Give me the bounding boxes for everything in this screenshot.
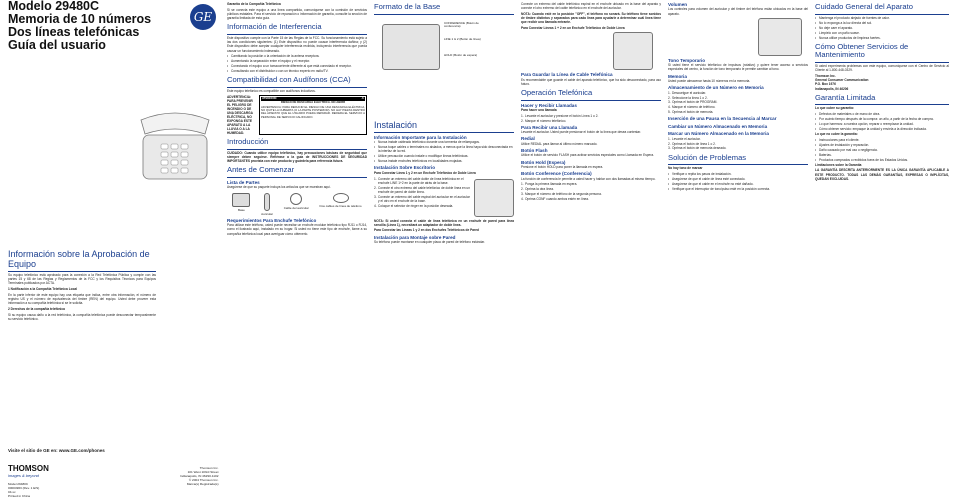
part-cord [284, 193, 309, 216]
service-address: Thomson Inc. General Consumer Communication P.O. Box 1976 Indianapolis, IN 46206 [815, 73, 869, 91]
parts-text: Asegúrese de que su paquete incluya los artículos que se muestran aquí. [227, 185, 331, 190]
column-3 [374, 0, 514, 504]
store-steps [668, 91, 808, 115]
conference-step: 4. Oprima CONF cuando ambos estén en línea. [521, 197, 589, 202]
service-text: Si usted experimenta problemas con este equipo, comuníquese con el Centro de Servicio al Cliente al 1-800-448-0329. [815, 63, 949, 73]
caution-icon: ⚠ [361, 96, 364, 101]
conference-step: 3. Marque el número de teléfono de la segunda persona. [521, 192, 602, 197]
wall-mount-text: Su teléfono puede montarse en cualquier placa de pared de teléfono estándar. [374, 240, 485, 245]
caution-heading: ATENCIÓN [262, 96, 277, 101]
exclusion-item: • Productos comprados o recibidos fuera de los Estados Unidos. [815, 158, 949, 162]
equipment-approval-text: Su equipo telefónico está aprobado para la conexión a la Red Telefónica Pública y cumple con las partes 15 y 68 de las Reglas y Reglamentos de la FCC y los Requisitos Técnicos para Equipos Terminales publicados por ACTA. [8, 273, 156, 286]
parts-heading: Lista de Partes [227, 180, 260, 186]
caution-subheading: RIESGO DE DESCARGA ELÉCTRICA. NO ABRIR [280, 99, 346, 104]
company-address: Thomson Inc. 101 West 103rd Street Indianapolis, IN 46290-1102 © 2004 Thomson Inc. Marca(s) Registrada(s) [180, 466, 219, 486]
equipment-approval-heading: Información sobre la Aprobación de Equipo [8, 249, 150, 269]
interference-list [227, 54, 367, 73]
part-label: Cable del auricular [283, 205, 309, 210]
care-item: • Nunca utilice productos de limpieza fuertes. [815, 36, 949, 40]
warranty-intro: Lo que cubre su garantía: [815, 106, 854, 111]
install-heading: Instalación [374, 119, 418, 130]
make-call-heading: Para hacer una llamada [521, 108, 557, 113]
desk-step: 1. Conecte un extremo del cable doble de línea telefónica en el enchufe LINE 1+2 en la parte de atrás de la base. [374, 176, 464, 185]
hold-text: Presione el botón HOLD para poner la llamada en espera. [521, 165, 604, 170]
desk-step: 4. Coloque el selector de ringer en la posición deseada. [374, 203, 454, 208]
troubleshooting-item: • Verifique o repita los pasos de instalación. [668, 172, 808, 176]
tone-heading: Tono Temporario [668, 57, 706, 63]
warning-left-text: ADVERTENCIA: PARA PREVENIR EL PELIGRO DE INCENDIO O DE UNA DESCARGA ELÉCTRICA, NO EXPONGA ESTE APARATO A LA LLUVIA O A LA HUMEDAD. [227, 95, 253, 136]
desk-install-sub: Para Conectar Línea 1 y 2 en un Enchufe Telefónico de Doble Línea [374, 170, 476, 175]
care-heading: Cuidado General del Aparato [815, 2, 913, 11]
desk-install-heading: Instalación Sobre Escritorio [374, 165, 436, 171]
exclusions-list [815, 138, 949, 162]
hold-heading: Botón Hold (Espera) [521, 159, 566, 165]
jack-req-heading: Requerimientos Para Enchufe Telefónico [227, 217, 317, 223]
notification-heading: 1 Notificación a la Compañía Telefónica Local [8, 287, 78, 292]
conference-step: 1. Ponga la primera llamada en espera. [521, 182, 578, 187]
care-item: • Límpielo con un paño suave. [815, 31, 949, 35]
flash-heading: Botón Flash [521, 148, 548, 154]
care-item: • No deje caer el aparato. [815, 26, 949, 30]
interference-item: • Conectando el equipo a un tomacorriente diferente al que está conectado el receptor. [227, 64, 367, 68]
care-item: • Mantenga el producto alejado de fuentes de calor. [815, 16, 949, 20]
wall-mount-figure [613, 32, 653, 70]
coil-cord-icon [290, 193, 302, 205]
change-heading: Cambiar un Número Almacenado en Memoria [668, 123, 768, 129]
caution-text: ADVERTENCIA: PARA REDUCIR EL RIESGO DE UNA DESCARGA ELÉCTRICA, NO QUITE LA CUBIERTA (O LA PARTE POSTERIOR). NO HAY PIEZAS DENTRO DEL APARATO QUE EL USUARIO PUEDA REPARAR. REFIERA EL SERVICIO A PERSONAL DE SERVICIO CALIFICADO. [261, 104, 365, 119]
rights-heading: 2 Derechos de la compañía telefónica [8, 306, 65, 311]
store-step: 1. Descuelgue el auricular. [668, 90, 707, 95]
part-base [232, 193, 250, 216]
troubleshooting-item: • Asegúrese de que el cable en el enchufe no esté dañado. [668, 182, 808, 186]
base-layout-figure [374, 18, 492, 74]
website-line: Visite el sitio de GE en: www.GE.com/phones [8, 448, 105, 453]
store-heading: Almacenamiento de un Número en Memoria [668, 85, 764, 91]
conference-step: 2. Oprima la otra línea. [521, 187, 554, 192]
before-begin-heading: Antes de Comenzar [227, 165, 295, 175]
flash-text: Utilice el botón de servicio FLASH para activar servicios especiales como Llamada en Espera. [521, 153, 655, 158]
exclusion-item: • Baterías. [815, 153, 949, 157]
manual-title: Modelo 29480C Memoria de 10 números Dos líneas telefónicas Guía del usuario [8, 0, 152, 52]
part-handset [261, 193, 273, 216]
store-step: 3. Oprima el botón de PROGRAM. [668, 100, 718, 105]
warranty-item: • Lo que haremos: a nuestra opción, reparar o reemplazar la unidad. [815, 122, 949, 126]
wall-continue-text: Conecte un extremo del cable telefónico espiral en el enchufe ubicado en la base del aparato y conecte el otro extremo del cable telefónico en el enchufe del auricular. [521, 2, 661, 11]
warranty-list [815, 112, 949, 131]
interference-item: • Cambiando la posición o la orientación de la antena receptora. [227, 54, 367, 58]
answer-text: Levante el auricular. Usted puede presionar el botón de la línea que desea contestar. [521, 130, 641, 135]
install-item: • Nunca toque cables o terminales no aislados, a menos que la línea haya sido desconectada en la interfaz de la red. [374, 145, 514, 153]
care-list [815, 16, 949, 40]
answer-heading: Para Recibir una Llamada [521, 124, 578, 130]
line-label: LINE 1 & 2 (Botón de línea) [444, 36, 481, 41]
tone-text: Si usted tiene el servicio telefónico de impulsos (rotativo) y quiere tener acceso a servicios especiales del centro, la función de tono temporario le permite cambiar al tono. [668, 63, 808, 72]
interference-text: Este dispositivo cumple con la Parte 15 de las Reglas de la FCC. Su funcionamiento está sujeto a las dos condiciones siguientes: (1) Este dispositivo no puede causar interferencia dañina; y (2) Este dispositivo debe aceptar cualquier interferencia recibida, incluyendo interferencia que pueda causar un funcionamiento indeseado. [227, 35, 367, 53]
conference-heading: Botón Conference (Conferencia) [521, 171, 592, 177]
part-label: Base [237, 207, 245, 212]
conference-steps [521, 182, 661, 201]
column-5 [668, 0, 808, 504]
exclusion-item: • Instrucciones para el cliente. [815, 138, 949, 142]
thomson-wordmark: THOMSON [8, 464, 49, 473]
jack-req-text: Para utilizar este teléfono, usted puede necesitar un enchufe modular telefónico tipo RJ11 o RJ14, como el ilustrado aquí, instalado en su hogar. Si usted no tiene este tipo de enchufe, llame a su compañía telefónica local para averiguar cómo obtenerlo. [227, 223, 367, 236]
install-item: • Nunca instale enchufes telefónicos en localidades mojadas. [374, 159, 514, 163]
line-cord-icon [333, 193, 349, 203]
troubleshooting-list [668, 172, 808, 191]
pause-heading: Inserción de una Pausa en la Secuencia al Marcar [668, 116, 777, 122]
make-call-step: 1. Levante el auricular y presione el botón Línea 1 o 2. [521, 113, 599, 118]
part-label: Dos cables de línea de teléfono [319, 203, 362, 208]
warranty-heading: Garantía Limitada [815, 92, 876, 102]
phone-illustration [135, 100, 215, 185]
memory-heading: Memoria [668, 73, 687, 79]
calls-heading: Hacer y Recibir Llamadas [521, 102, 577, 108]
desk-step: 3. Conecte un extremo del cable espiral del auricular en el auricular y el otro en el enchufe de la base. [374, 194, 470, 203]
warranty-item: • Por cuánto tiempo después de la compra: un año, a partir de la fecha de compra. [815, 117, 949, 121]
thomson-tagline: images & beyond [8, 473, 39, 478]
hold-label: HOLD (Botón de espera) [444, 52, 478, 57]
dial-memory-step: 2. Oprima el botón de línea 1 o 2. [668, 141, 716, 146]
install-item: • Nunca instale cableado telefónico durante una tormenta de relámpagos. [374, 140, 514, 144]
dial-memory-heading: Marcar un Número Almacenado en la Memoria [668, 131, 769, 137]
part-label: Auricular [261, 211, 273, 216]
store-step: 4. Marque el número de teléfono. [668, 105, 716, 110]
base-layout-heading: Formato de la Base [374, 2, 441, 11]
desk-note: NOTA: Si usted conecta el cable de línea telefónica en un enchufe de pared para línea sencilla (Línea 1), necesitará un adaptador de doble línea. [374, 218, 514, 227]
limitations-heading: Limitaciones sobre la Garantía [815, 162, 862, 167]
wall-mount-heading: Instalación para Montaje sobre Pared [374, 234, 456, 240]
operation-heading: Operación Telefónica [521, 88, 593, 98]
dial-memory-step: 1. Levante el auricular. [668, 136, 701, 141]
telco-notice-text: Si se conecta este equipo a una línea compartida, comuníquese con la comisión de servicios públicos estatales. Para el servicio de reparación o información de garantía, consulte la sección de garantía limitada de esta guía. [227, 7, 367, 21]
service-heading: Cómo Obtener Servicios de Mantenimiento [815, 41, 909, 60]
interference-item: • Consultando con el distribuidor o con un técnico experto en radio/TV. [227, 69, 367, 73]
conference-label: CONFERENCE (Botón de conferencia) [444, 20, 479, 29]
interference-item: • Aumentando la separación entre el equipo y el receptor. [227, 59, 367, 63]
troubleshooting-heading: Solución de Problemas [668, 152, 747, 162]
column-6 [815, 0, 949, 504]
install-info-heading: Información Importante para la Instalación [374, 134, 467, 140]
redial-heading: Redial [521, 136, 535, 142]
notification-text: En la parte inferior de este equipo hay una etiqueta que indica, entre otra información, el número de registro US y el número de equivalencia del timbre (REN) del equipo. Usted debe proveer esta información a su compañía telefónica si se le solicita. [8, 292, 156, 306]
interference-heading: Información de Interferencia [227, 22, 322, 32]
save-cord-heading: Para Guardar la Línea de Cable Telefónica [521, 72, 613, 78]
parts-figure [227, 193, 367, 216]
separate-jacks-sub: Para Conectar las Líneas 1 y 2 en dos Enchufes Telefónicos de Pared [374, 228, 479, 233]
hearing-aid-heading: Compatibilidad con Audífonos (CCA) [227, 75, 351, 85]
make-call-step: 2. Marque el número telefónico. [521, 118, 567, 123]
make-call-steps [521, 114, 661, 123]
store-step: 5. Oprima el botón de memoria. [668, 110, 714, 115]
exclusion-item: • Daño causado por mal uso o negligencia. [815, 148, 949, 152]
base-drawing [382, 24, 440, 70]
two-line-sub: Para Conectar Líneas 1 + 2 en un Enchufe Telefónico de Doble Línea [521, 26, 625, 31]
column-4 [521, 0, 661, 504]
thomson-logo [8, 464, 49, 478]
troubleshooting-item: • Verifique que el interruptor de tono/pulso esté en la posición correcta. [668, 187, 808, 191]
conference-text: La función de conferencia le permite a usted hacer y hablar con dos llamadas al mismo tiempo. [521, 176, 656, 181]
rights-text: Si su equipo causa daño a la red telefónica, la compañía telefónica puede desconectar temporalmente su servicio telefónico. [8, 312, 156, 321]
column-1-lower [8, 246, 156, 446]
warning-box [227, 95, 367, 135]
dial-memory-step: 3. Oprima el botón de memoria deseado. [668, 146, 727, 151]
column-2 [227, 0, 367, 504]
ge-logo: GE [190, 4, 216, 30]
exclusion-item: • Ajustes de instalación y reparación. [815, 143, 949, 147]
save-cord-text: Es recomendable que guarde el cable del aparato telefónico, que ha sido desconectado, para uso futuro. [521, 77, 661, 86]
volume-figure [758, 18, 802, 56]
model-info: Model 29480C 00004963 (Rev. 1 E/S) 04-xx Printed in China [8, 482, 40, 498]
volume-heading: Volumen [668, 2, 688, 7]
store-step: 2. Seleccione la línea 1 o 2. [668, 95, 708, 100]
base-icon [232, 193, 250, 207]
telco-notice-heading: Garantía de la Compañía Telefónica [227, 2, 281, 6]
part-line-cords [320, 193, 362, 216]
redial-text: Utilice REDIAL para llamar al último número marcado. [521, 141, 598, 146]
install-item: • Utilice precaución cuando instale o modifique líneas telefónicas. [374, 154, 514, 158]
warranty-item: • Cómo obtener servicio: empaque la unidad y envíela a la dirección indicada. [815, 127, 949, 131]
install-list [374, 140, 514, 163]
ringer-note: NOTA: Cuando esté en la posición "OFF", el teléfono no sonará. Su teléfono tiene sonidos de timbre distintos y separados para cada línea para ayudarle a determinar cuál línea tiene que recibir una llamada entrante. [521, 11, 661, 25]
desk-install-figure [474, 179, 514, 217]
volume-text: Los controles para volumen del auricular y del timbre del teléfono están ubicados en la base del aparato. [668, 7, 808, 16]
warranty-item: • Defectos de materiales o de mano de obra. [815, 112, 949, 116]
dial-memory-steps [668, 137, 808, 151]
no-dial-tone-heading: No hay tono de marcar [668, 166, 703, 171]
intro-heading: Introducción [227, 137, 269, 147]
caution-panel [259, 95, 367, 135]
handset-icon [264, 193, 270, 211]
intro-text: CUIDADO: Cuando utilice equipo telefónico, hay precauciones básicas de seguridad que siempre deben seguirse. Refiérase a la guía de INSTRUCCIONES DE SEGURIDAD IMPORTANTES provista con este producto y guárdela para referencia futura. [227, 150, 367, 164]
limitations-text: LA GARANTÍA DESCRITA ANTERIORMENTE ES LA ÚNICA GARANTÍA APLICABLE A ESTE PRODUCTO. TODAS LAS DEMÁS GARANTÍAS, EXPRESAS O IMPLÍCITAS, QUEDAN EXCLUIDAS. [815, 168, 949, 181]
desk-step: 2. Conecte el otro extremo del cable telefónico de doble línea en un enchufe de pared de doble línea. [374, 185, 470, 194]
memory-text: Usted puede almacenar hasta 10 números en la memoria. [668, 79, 751, 84]
troubleshooting-item: • Asegúrese de que el cable de línea esté conectado. [668, 177, 808, 181]
desk-steps [374, 177, 471, 219]
exclusions-heading: Lo que no cubre la garantía: [815, 132, 858, 136]
hearing-aid-text: Este equipo telefónico es compatible con audífonos inductivos. [227, 89, 316, 94]
care-item: • No lo exponga a la luz directa del sol. [815, 21, 949, 25]
